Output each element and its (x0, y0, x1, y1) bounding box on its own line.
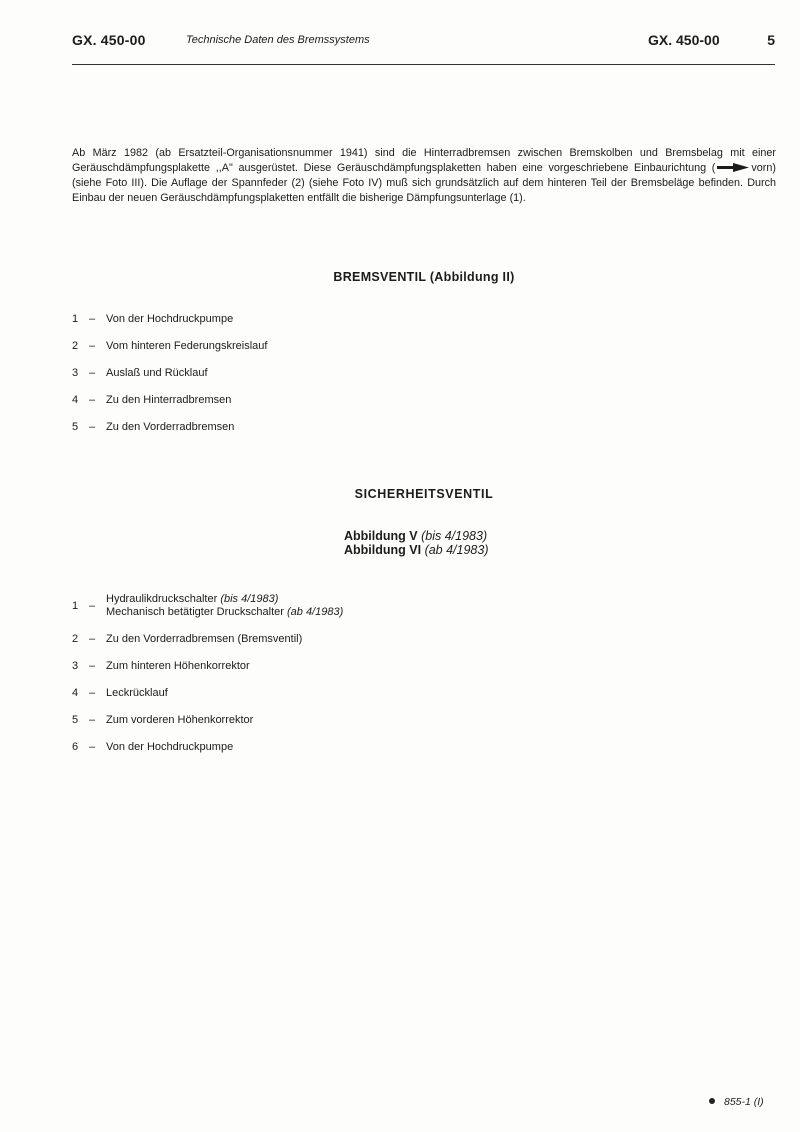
item-number: 5 (72, 714, 79, 726)
item-date-note: (ab 4/1983) (286, 606, 344, 618)
item-text-main: Hydraulikdruckschalter (106, 593, 218, 605)
figure-reference-vi (344, 543, 489, 557)
doc-code: GX. 450-00 (72, 32, 146, 48)
item-text: Vom hinteren Federungskreislauf (106, 340, 268, 352)
doc-title: Technische Daten des Bremssystems (186, 34, 370, 46)
section-heading-bremsventil: BREMSVENTIL (Abbildung II) (333, 270, 515, 284)
page-footer (709, 1096, 764, 1108)
item-date-note: (bis 4/1983) (220, 593, 279, 605)
footer-code: 855-1 (I) (724, 1096, 764, 1108)
item-dash: – (89, 367, 96, 379)
arrow-right-icon (717, 163, 749, 172)
item-dash: – (89, 394, 96, 406)
figure-label: Abbildung V (344, 529, 418, 543)
item-number: 3 (72, 367, 79, 379)
item-dash: – (89, 313, 96, 325)
item-number: 4 (72, 687, 79, 699)
figure-date-note: (bis 4/1983) (421, 529, 488, 543)
item-text: Auslaß und Rücklauf (106, 367, 208, 379)
item-number: 6 (72, 741, 79, 753)
item-line-2 (106, 606, 343, 618)
page-header (72, 30, 775, 52)
item-text: Zu den Vorderradbremsen (106, 421, 235, 433)
item-dash: – (89, 714, 96, 726)
bullet-icon (709, 1098, 715, 1104)
item-dash: – (89, 660, 96, 672)
item-dash: – (89, 687, 96, 699)
item-number: 2 (72, 633, 79, 645)
figure-references (344, 529, 489, 557)
item-dash: – (89, 600, 96, 612)
item-text (106, 593, 343, 619)
figure-reference-v (344, 529, 489, 543)
item-text: Zum hinteren Höhenkorrektor (106, 660, 250, 672)
figure-date-note: (ab 4/1983) (424, 543, 489, 557)
item-text-main: Mechanisch betätigter Druckschalter (106, 606, 284, 618)
intro-text-part2: vorn) (siehe Foto III). Die Auflage der Spannfeder (2) (siehe Foto IV) muß sich grundsätzlich auf dem hinteren Teil der Bremsbeläge befinden. Durch Einbau der neuen Geräuschdämpfungsplaketten entfällt die bisherige Dämpfungsunterlage (1). (72, 162, 776, 204)
item-number: 4 (72, 394, 79, 406)
item-dash: – (89, 741, 96, 753)
item-text: Von der Hochdruckpumpe (106, 313, 234, 325)
item-number: 3 (72, 660, 79, 672)
doc-code-right: GX. 450-00 (648, 32, 720, 48)
header-divider (72, 64, 775, 65)
item-number: 2 (72, 340, 79, 352)
item-text: Zum vorderen Höhenkorrektor (106, 714, 254, 726)
item-text: Zu den Vorderradbremsen (Bremsventil) (106, 633, 303, 645)
item-text: Von der Hochdruckpumpe (106, 741, 234, 753)
item-dash: – (89, 633, 96, 645)
intro-paragraph (72, 146, 776, 206)
page-number: 5 (767, 32, 775, 48)
section-heading-sicherheitsventil: SICHERHEITSVENTIL (354, 487, 494, 501)
item-line-1 (106, 593, 278, 605)
item-number: 1 (72, 600, 79, 612)
item-dash: – (89, 421, 96, 433)
item-text: Leckrücklauf (106, 687, 168, 699)
item-number: 5 (72, 421, 79, 433)
figure-label: Abbildung VI (344, 543, 422, 557)
item-number: 1 (72, 313, 79, 325)
intro-text-part1: Ab März 1982 (ab Ersatzteil-Organisationsnummer 1941) sind die Hinterradbremsen zwischen Bremskolben und Bremsbelag mit einer Geräuschdämpfungsplakette ,,A" ausgerüstet. Diese Geräuschdämpfungsplaketten haben eine vorgeschriebene Einbaurichtung ( (72, 147, 776, 174)
item-text: Zu den Hinterradbremsen (106, 394, 232, 406)
item-dash: – (89, 340, 96, 352)
